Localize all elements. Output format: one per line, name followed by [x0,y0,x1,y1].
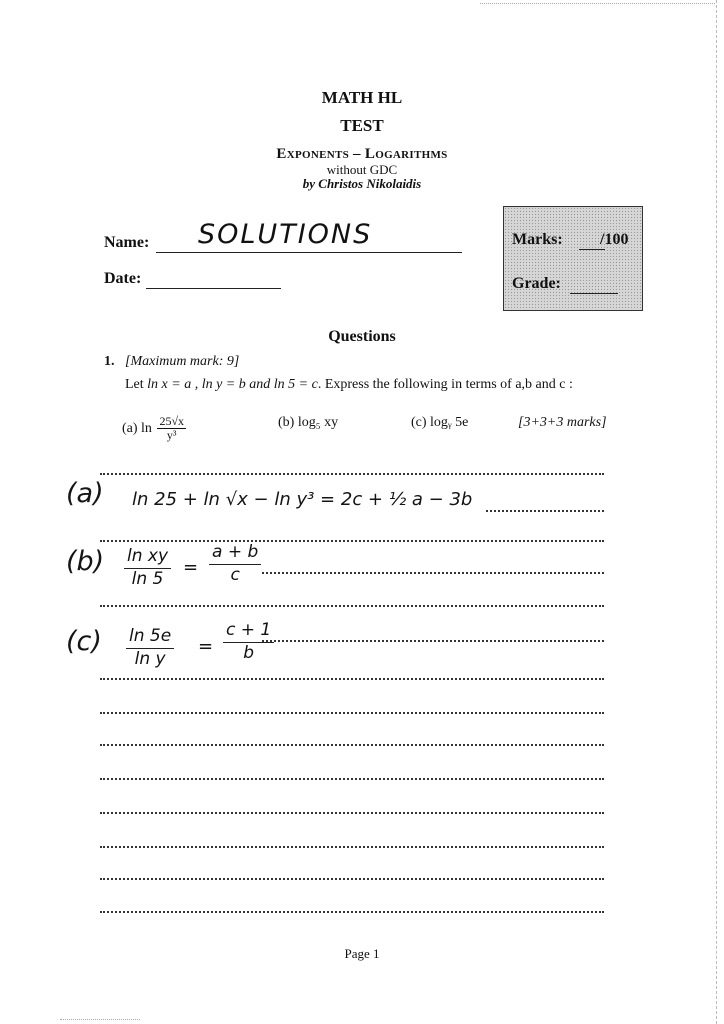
answer-line [262,640,604,642]
answer-line [100,678,604,680]
solution-a-expression: ln 25 + ln √x − ln y³ = 2c + ½ a − 3b [132,489,473,510]
date-label: Date: [104,270,142,287]
marks-total: /100 [600,231,629,248]
question-max-mark: [Maximum mark: 9] [125,354,240,369]
part-a-numerator: 25√x [159,414,185,428]
grade-blank [570,293,618,294]
author-line: by Christos Nikolaidis [302,176,422,191]
part-a-label: (a) ln [122,420,152,436]
solution-b-rhs [209,542,261,587]
solution-b-rhs-denominator: c [230,565,240,586]
part-a [122,415,186,442]
name-value-handwritten: SOLUTIONS [198,219,373,250]
test-title: TEST [340,116,384,135]
name-label: Name: [104,234,150,251]
prompt-definitions: ln x = a , ln y = b and ln 5 = c [147,377,318,392]
name-underline [156,252,462,253]
prompt-suffix: . Express the following in terms of a,b and c : [317,377,573,392]
answer-line [486,510,604,512]
solution-c-rhs-denominator: b [243,643,254,664]
solution-b-label: (b) [66,546,105,577]
prompt-prefix: Let [125,377,148,392]
answer-line [100,878,604,880]
solution-b-rhs-numerator: a + b [209,542,261,565]
solution-c-equals: = [198,636,214,657]
solution-b-equals: = [183,557,199,578]
part-a-denominator: y³ [166,428,177,443]
marks-grade-box [503,206,643,311]
answer-line [100,712,604,714]
question-number: 1. [104,354,115,369]
solution-c-lhs [126,626,174,671]
solution-b-lhs [124,546,171,591]
date-underline [146,288,281,289]
answer-line [100,812,604,814]
page-number: Page 1 [344,946,380,961]
answer-line [100,473,604,475]
solution-b-lhs-numerator: ln xy [124,546,171,569]
part-a-fraction [157,415,186,442]
part-c: (c) logᵧ 5e [411,415,469,430]
part-b: (b) log₅ xy [278,415,339,430]
solution-c-lhs-denominator: ln y [134,649,166,670]
solution-c-label: (c) [66,626,102,657]
answer-line [100,911,604,913]
answer-line [100,744,604,746]
answer-line [100,605,604,607]
question-prompt [125,377,573,393]
marks-blank [579,249,605,250]
calculator-note: without GDC [326,162,398,177]
solution-c-lhs-numerator: ln 5e [126,626,174,649]
answer-line [100,778,604,780]
answer-line [100,846,604,848]
marks-label: Marks: [512,231,563,248]
solution-c-rhs [223,620,274,665]
solution-c-rhs-numerator: c + 1 [223,620,274,643]
grade-label: Grade: [512,275,561,292]
answer-line [262,572,604,574]
marks-allocation: [3+3+3 marks] [518,415,607,430]
solution-b-lhs-denominator: ln 5 [131,569,164,590]
scan-edge-top [480,3,715,4]
questions-heading: Questions [328,328,396,345]
solution-a-label: (a) [66,478,104,509]
subject-title: Exponents – Logarithms [276,146,448,162]
answer-line [100,540,604,542]
course-title: MATH HL [321,88,403,107]
scan-edge-bottom [60,1019,140,1020]
